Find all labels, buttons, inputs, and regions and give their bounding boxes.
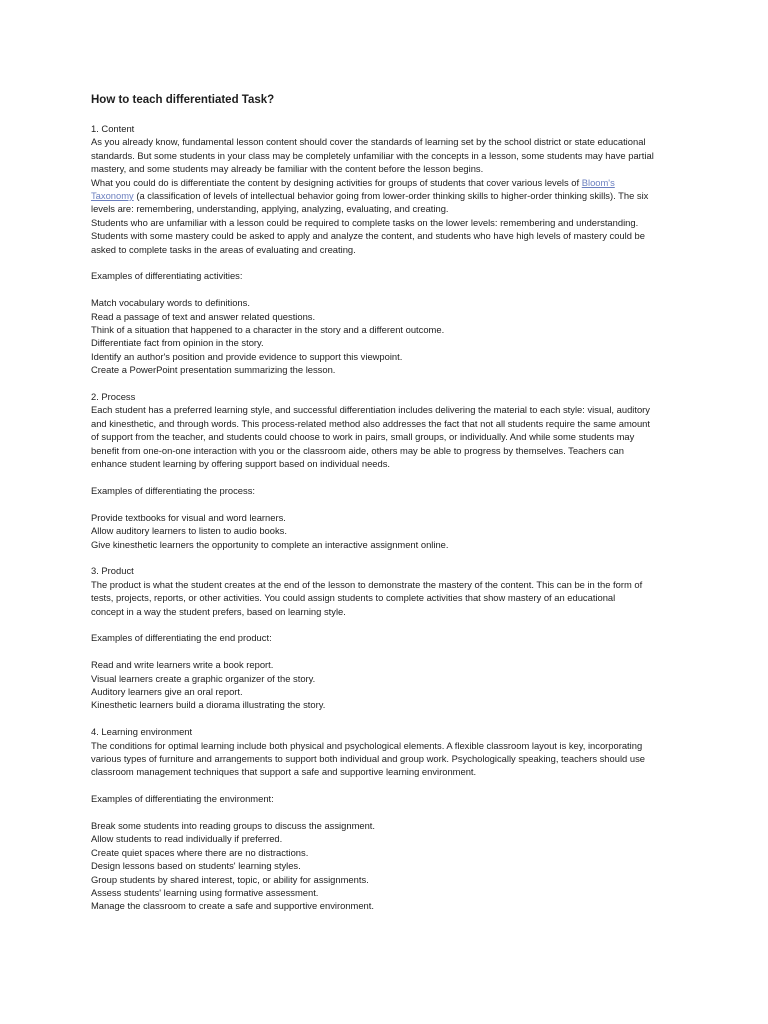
section-heading: 2. Process xyxy=(91,391,136,403)
blooms-taxonomy-link-continued[interactable]: Taxonomy xyxy=(91,190,134,202)
list-item: Allow students to read individually if preferred. xyxy=(91,833,283,845)
list-item: Differentiate fact from opinion in the story. xyxy=(91,337,264,349)
list-item: Design lessons based on students' learning styles. xyxy=(91,860,301,872)
paragraph-text: What you could do is differentiate the content by designing activities for groups of students that cover various levels of xyxy=(91,176,582,188)
paragraph-line: and kinesthetic, and through words. This process-related method also addresses the fact that not all students require the same amount xyxy=(91,417,650,429)
list-item: Create quiet spaces where there are no distractions. xyxy=(91,846,309,858)
list-item: Provide textbooks for visual and word learners. xyxy=(91,511,286,523)
list-item: Manage the classroom to create a safe and supportive environment. xyxy=(91,900,374,912)
paragraph-line: benefit from one-on-one interaction with you or the classroom aide, others may be able to progress by themselves. Teachers can xyxy=(91,444,624,456)
section-content xyxy=(91,122,688,377)
paragraph-line: levels are: remembering, understanding, applying, analyzing, evaluating, and creating. xyxy=(91,203,449,215)
list-item: Auditory learners give an oral report. xyxy=(91,685,243,697)
list-item: Kinesthetic learners build a diorama illustrating the story. xyxy=(91,699,326,711)
list-item: Read a passage of text and answer related questions. xyxy=(91,310,316,322)
spacer xyxy=(91,618,688,631)
document-title: How to teach differentiated Task? xyxy=(91,94,275,106)
list-item: Allow auditory learners to listen to audio books. xyxy=(91,525,287,537)
section-environment xyxy=(91,725,688,913)
spacer xyxy=(91,283,688,296)
spacer xyxy=(91,551,688,564)
spacer xyxy=(91,712,688,725)
paragraph-line: mastery, and some students may already be familiar with the content before the lesson begins. xyxy=(91,163,484,175)
list-item: Think of a situation that happened to a character in the story and a different outcome. xyxy=(91,324,445,336)
examples-heading: Examples of differentiating the environment: xyxy=(91,793,274,805)
list-item: Group students by shared interest, topic, or ability for assignments. xyxy=(91,873,369,885)
paragraph-line: The conditions for optimal learning include both physical and psychological elements. A flexible classroom layout is key, incorporating xyxy=(91,739,643,751)
paragraph-line: enhance student learning by offering support based on individual needs. xyxy=(91,458,391,470)
list-item: Break some students into reading groups to discuss the assignment. xyxy=(91,819,376,831)
spacer xyxy=(91,497,688,510)
paragraph-line: asked to complete tasks in the areas of evaluating and creating. xyxy=(91,243,356,255)
list-item: Identify an author's position and provide evidence to support this viewpoint. xyxy=(91,350,403,362)
list-item: Give kinesthetic learners the opportunity to complete an interactive assignment online. xyxy=(91,538,449,550)
section-heading: 3. Product xyxy=(91,565,134,577)
paragraph-line: Students with some mastery could be asked to apply and analyze the content, and students who have high levels of mastery could be xyxy=(91,230,645,242)
paragraph-line: As you already know, fundamental lesson content should cover the standards of learning set by the school district or state educational xyxy=(91,136,646,148)
paragraph-line: Each student has a preferred learning style, and successful differentiation includes delivering the material to each style: visual, auditory xyxy=(91,404,650,416)
section-heading: 4. Learning environment xyxy=(91,726,193,738)
list-item: Assess students' learning using formative assessment. xyxy=(91,886,319,898)
section-product xyxy=(91,564,688,711)
section-process xyxy=(91,390,688,551)
list-item: Match vocabulary words to definitions. xyxy=(91,297,250,309)
paragraph-line: classroom management techniques that support a safe and supportive learning environment. xyxy=(91,766,477,778)
spacer xyxy=(91,256,688,269)
examples-heading: Examples of differentiating activities: xyxy=(91,270,243,282)
paragraph-line: standards. But some students in your class may be completely unfamiliar with the concepts in a lesson, some students may have partial xyxy=(91,149,654,161)
spacer xyxy=(91,471,688,484)
spacer xyxy=(91,377,688,390)
blooms-taxonomy-link[interactable]: Bloom's xyxy=(581,176,615,188)
paragraph-line xyxy=(91,189,688,202)
paragraph-line xyxy=(91,176,688,189)
examples-heading: Examples of differentiating the process: xyxy=(91,484,255,496)
paragraph-line: The product is what the student creates at the end of the lesson to demonstrate the mastery of the content. This can be in the form of xyxy=(91,578,643,590)
spacer xyxy=(91,645,688,658)
list-item: Visual learners create a graphic organizer of the story. xyxy=(91,672,316,684)
list-item: Create a PowerPoint presentation summarizing the lesson. xyxy=(91,364,336,376)
list-item: Read and write learners write a book report. xyxy=(91,659,274,671)
paragraph-line: Students who are unfamiliar with a lesson could be required to complete tasks on the lower levels: remembering and understanding. xyxy=(91,216,639,228)
spacer xyxy=(91,806,688,819)
spacer xyxy=(91,779,688,792)
paragraph-text: (a classification of levels of intellectual behavior going from lower-order thinking skills to higher-order thinking skills). The six xyxy=(133,190,649,202)
paragraph-line: tests, projects, reports, or other activities. You could assign students to complete activities that show mastery of an educational xyxy=(91,592,616,604)
paragraph-line: various types of furniture and arrangements to support both individual and group work. Psychologically speaking, teachers should use xyxy=(91,752,645,764)
paragraph-line: concept in a way the student prefers, based on learning style. xyxy=(91,605,346,617)
paragraph-line: of support from the teacher, and students could choose to work in pairs, small groups, or individually. And while some students may xyxy=(91,431,635,443)
examples-heading: Examples of differentiating the end product: xyxy=(91,632,272,644)
section-heading: 1. Content xyxy=(91,123,135,134)
